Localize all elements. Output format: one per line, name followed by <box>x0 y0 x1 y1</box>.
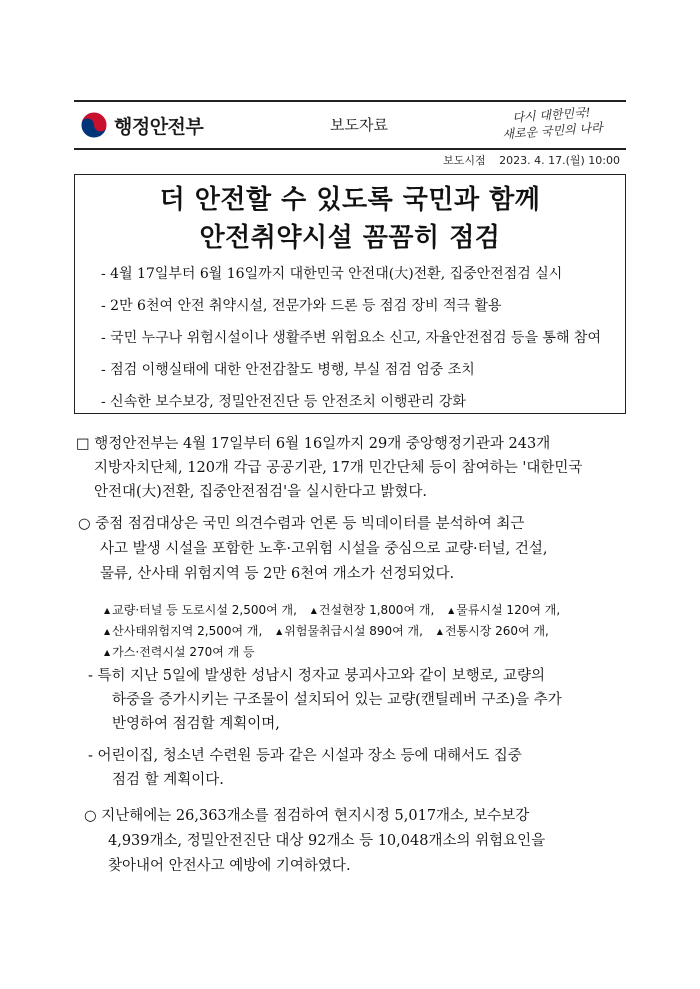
text-line: 하중을 증가시키는 구조물이 설치되어 있는 교량(캔틸레버 구조)을 추가 <box>112 692 562 708</box>
facility-item: 가스·전력시설 270여 개 등 <box>112 645 255 659</box>
text-line: ○ 중점 점검대상은 국민 의견수렴과 언론 등 빅데이터를 분석하여 최근 <box>78 516 525 532</box>
subpoint: - 국민 누구나 위험시설이나 생활주변 위험요소 신고, 자율안전점검 등을 통해 참여 <box>101 330 601 346</box>
taegeuk-emblem-icon <box>80 111 108 139</box>
subpoint: - 4월 17일부터 6월 16일까지 대한민국 안전대(大)전환, 집중안전점검 실시 <box>101 266 563 282</box>
subpoint: - 신속한 보수보강, 정밀안전진단 등 안전조치 이행관리 강화 <box>101 394 466 410</box>
triangle-bullet-icon: ▲ <box>448 606 455 615</box>
text-line: - 어린이집, 청소년 수련원 등과 같은 시설과 장소 등에 대해서도 집중 <box>88 748 522 764</box>
triangle-bullet-icon: ▲ <box>276 627 283 636</box>
headline-box <box>74 174 626 414</box>
paragraph-childcare <box>88 744 628 792</box>
facility-row <box>104 600 624 621</box>
facility-item: 교량·터널 등 도로시설 2,500여 개, <box>112 603 297 617</box>
facility-row <box>104 642 624 663</box>
ministry-name: 행정안전부 <box>114 115 204 138</box>
facility-item: 물류시설 120여 개, <box>456 603 561 617</box>
document-type: 보도자료 <box>330 116 388 134</box>
paragraph-last-year <box>84 804 628 879</box>
release-date: 2023. 4. 17.(월) 10:00 <box>499 154 620 167</box>
ministry-logo <box>80 108 203 142</box>
subpoint: - 점검 이행실태에 대한 안전감찰도 병행, 부실 점검 엄중 조치 <box>101 362 475 378</box>
subpoint-list <box>75 265 625 425</box>
text-line: 안전대(大)전환, 집중안전점검'을 실시한다고 밝혔다. <box>94 484 427 500</box>
facility-item: 위험물취급시설 890여 개, <box>284 624 423 638</box>
facility-row <box>104 621 624 642</box>
text-line: 4,939개소, 정밀안전진단 대상 92개소 등 10,048개소의 위험요인을 <box>108 833 546 849</box>
facility-list <box>104 600 624 663</box>
triangle-bullet-icon: ▲ <box>104 606 111 615</box>
text-line: 점검 할 계획이다. <box>112 772 224 788</box>
text-line: 사고 발생 시설을 포함한 노후·고위험 시설을 중심으로 교량·터널, 건설, <box>100 541 548 557</box>
headline-line-2: 안전취약시설 꼼꼼히 점검 <box>199 223 501 253</box>
slogan-line-1: 다시 대한민국! <box>511 105 591 125</box>
triangle-bullet-icon: ▲ <box>310 606 317 615</box>
paragraph-bridges <box>88 664 628 736</box>
text-line: - 특히 지난 5일에 발생한 성남시 정자교 붕괴사고와 같이 보행로, 교량의 <box>88 668 546 684</box>
triangle-bullet-icon: ▲ <box>436 627 443 636</box>
headline-line-1: 더 안전할 수 있도록 국민과 함께 <box>159 185 541 215</box>
paragraph-intro <box>76 432 626 504</box>
slogan <box>491 103 613 143</box>
slogan-line-2: 새로운 국민의 나라 <box>502 120 604 142</box>
release-label: 보도시점 <box>443 154 486 167</box>
triangle-bullet-icon: ▲ <box>104 648 111 657</box>
text-line: 물류, 산사태 위험지역 등 2만 6천여 개소가 선정되었다. <box>100 566 455 582</box>
text-line: 찾아내어 안전사고 예방에 기여하였다. <box>108 858 351 874</box>
text-line: 지방자치단체, 120개 각급 공공기관, 17개 민간단체 등이 참여하는 '대한민국 <box>94 460 583 476</box>
text-line: ○ 지난해에는 26,363개소를 점검하여 현지시정 5,017개소, 보수보강 <box>84 808 530 824</box>
triangle-bullet-icon: ▲ <box>104 627 111 636</box>
subpoint: - 2만 6천여 안전 취약시설, 전문가와 드론 등 점검 장비 적극 활용 <box>101 298 502 314</box>
paragraph-targets <box>78 512 626 587</box>
text-line: □ 행정안전부는 4월 17일부터 6월 16일까지 29개 중앙행정기관과 243개 <box>76 436 551 452</box>
facility-item: 전통시장 260여 개, <box>444 624 549 638</box>
facility-item: 산사태위험지역 2,500여 개, <box>112 624 263 638</box>
text-line: 반영하여 점검할 계획이며, <box>112 716 280 732</box>
headline <box>75 181 625 257</box>
facility-item: 건설현장 1,800여 개, <box>318 603 435 617</box>
release-time <box>433 152 620 168</box>
press-header <box>74 100 626 150</box>
